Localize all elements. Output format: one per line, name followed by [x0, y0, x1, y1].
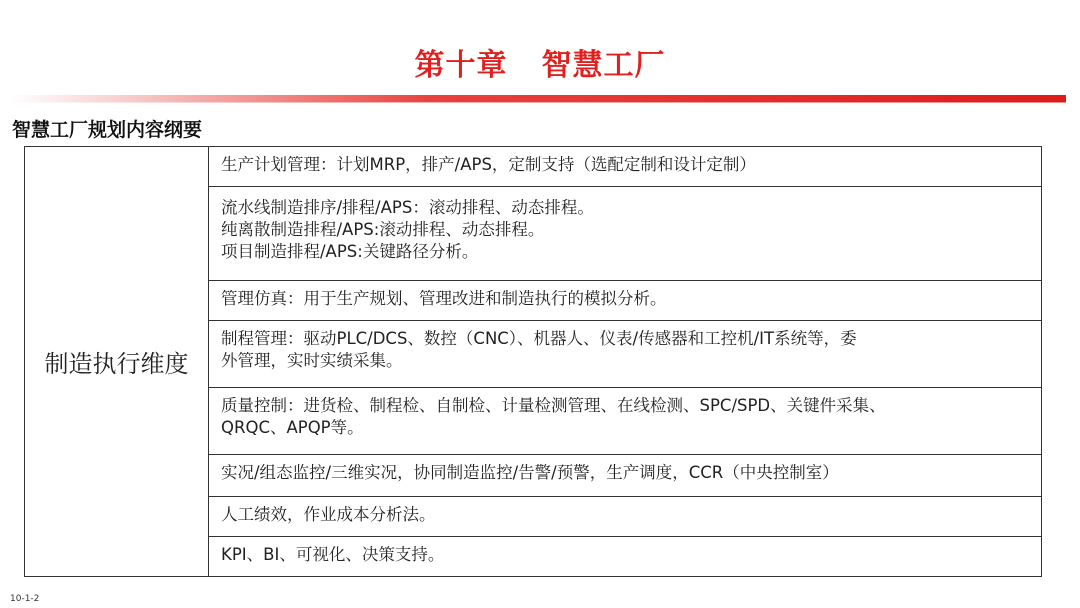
row-text: 生产计划管理：计划MRP，排产/APS，定制支持（选配定制和设计定制） — [221, 155, 756, 174]
row-text: 实况/组态监控/三维实况，协同制造监控/告警/预警，生产调度，CCR（中央控制室） — [221, 463, 839, 482]
table-row — [209, 388, 1041, 455]
row-text: 项目制造排程/APS:关键路径分析。 — [221, 242, 479, 261]
row-text: 外管理，实时实绩采集。 — [221, 351, 403, 370]
table-row — [209, 497, 1041, 537]
row-text: 人工绩效，作业成本分析法。 — [221, 505, 436, 524]
row-text: 纯离散制造排程/APS:滚动排程、动态排程。 — [221, 220, 545, 239]
table-row — [209, 187, 1041, 281]
row-text: KPI、BI、可视化、决策支持。 — [221, 545, 445, 564]
row-text: QRQC、APQP等。 — [221, 418, 364, 437]
title-underline-thin — [10, 102, 1066, 103]
row-text: 质量控制：进货检、制程检、自制检、计量检测管理、在线检测、SPC/SPD、关键件采集、 — [221, 396, 886, 415]
table-row — [209, 537, 1041, 576]
section-subtitle: 智慧工厂规划内容纲要 — [12, 119, 203, 141]
chapter-label: 第十章 — [414, 48, 508, 83]
table-row — [209, 281, 1041, 321]
table-row — [209, 455, 1041, 497]
table-row — [209, 147, 1041, 187]
outline-table — [24, 146, 1042, 577]
dimension-cell: 制造执行维度 — [25, 147, 209, 576]
row-text: 流水线制造排序/排程/APS：滚动排程、动态排程。 — [221, 198, 594, 217]
row-text: 制程管理：驱动PLC/DCS、数控（CNC）、机器人、仪表/传感器和工控机/IT系统等，委 — [221, 329, 857, 348]
title-underline-bar — [10, 95, 1066, 102]
page-code: 10-1-2 — [10, 594, 40, 604]
page-title — [0, 40, 1080, 84]
row-text: 管理仿真：用于生产规划、管理改进和制造执行的模拟分析。 — [221, 289, 667, 308]
table-rows — [209, 147, 1041, 576]
chapter-title: 智慧工厂 — [541, 48, 666, 83]
table-row — [209, 321, 1041, 388]
